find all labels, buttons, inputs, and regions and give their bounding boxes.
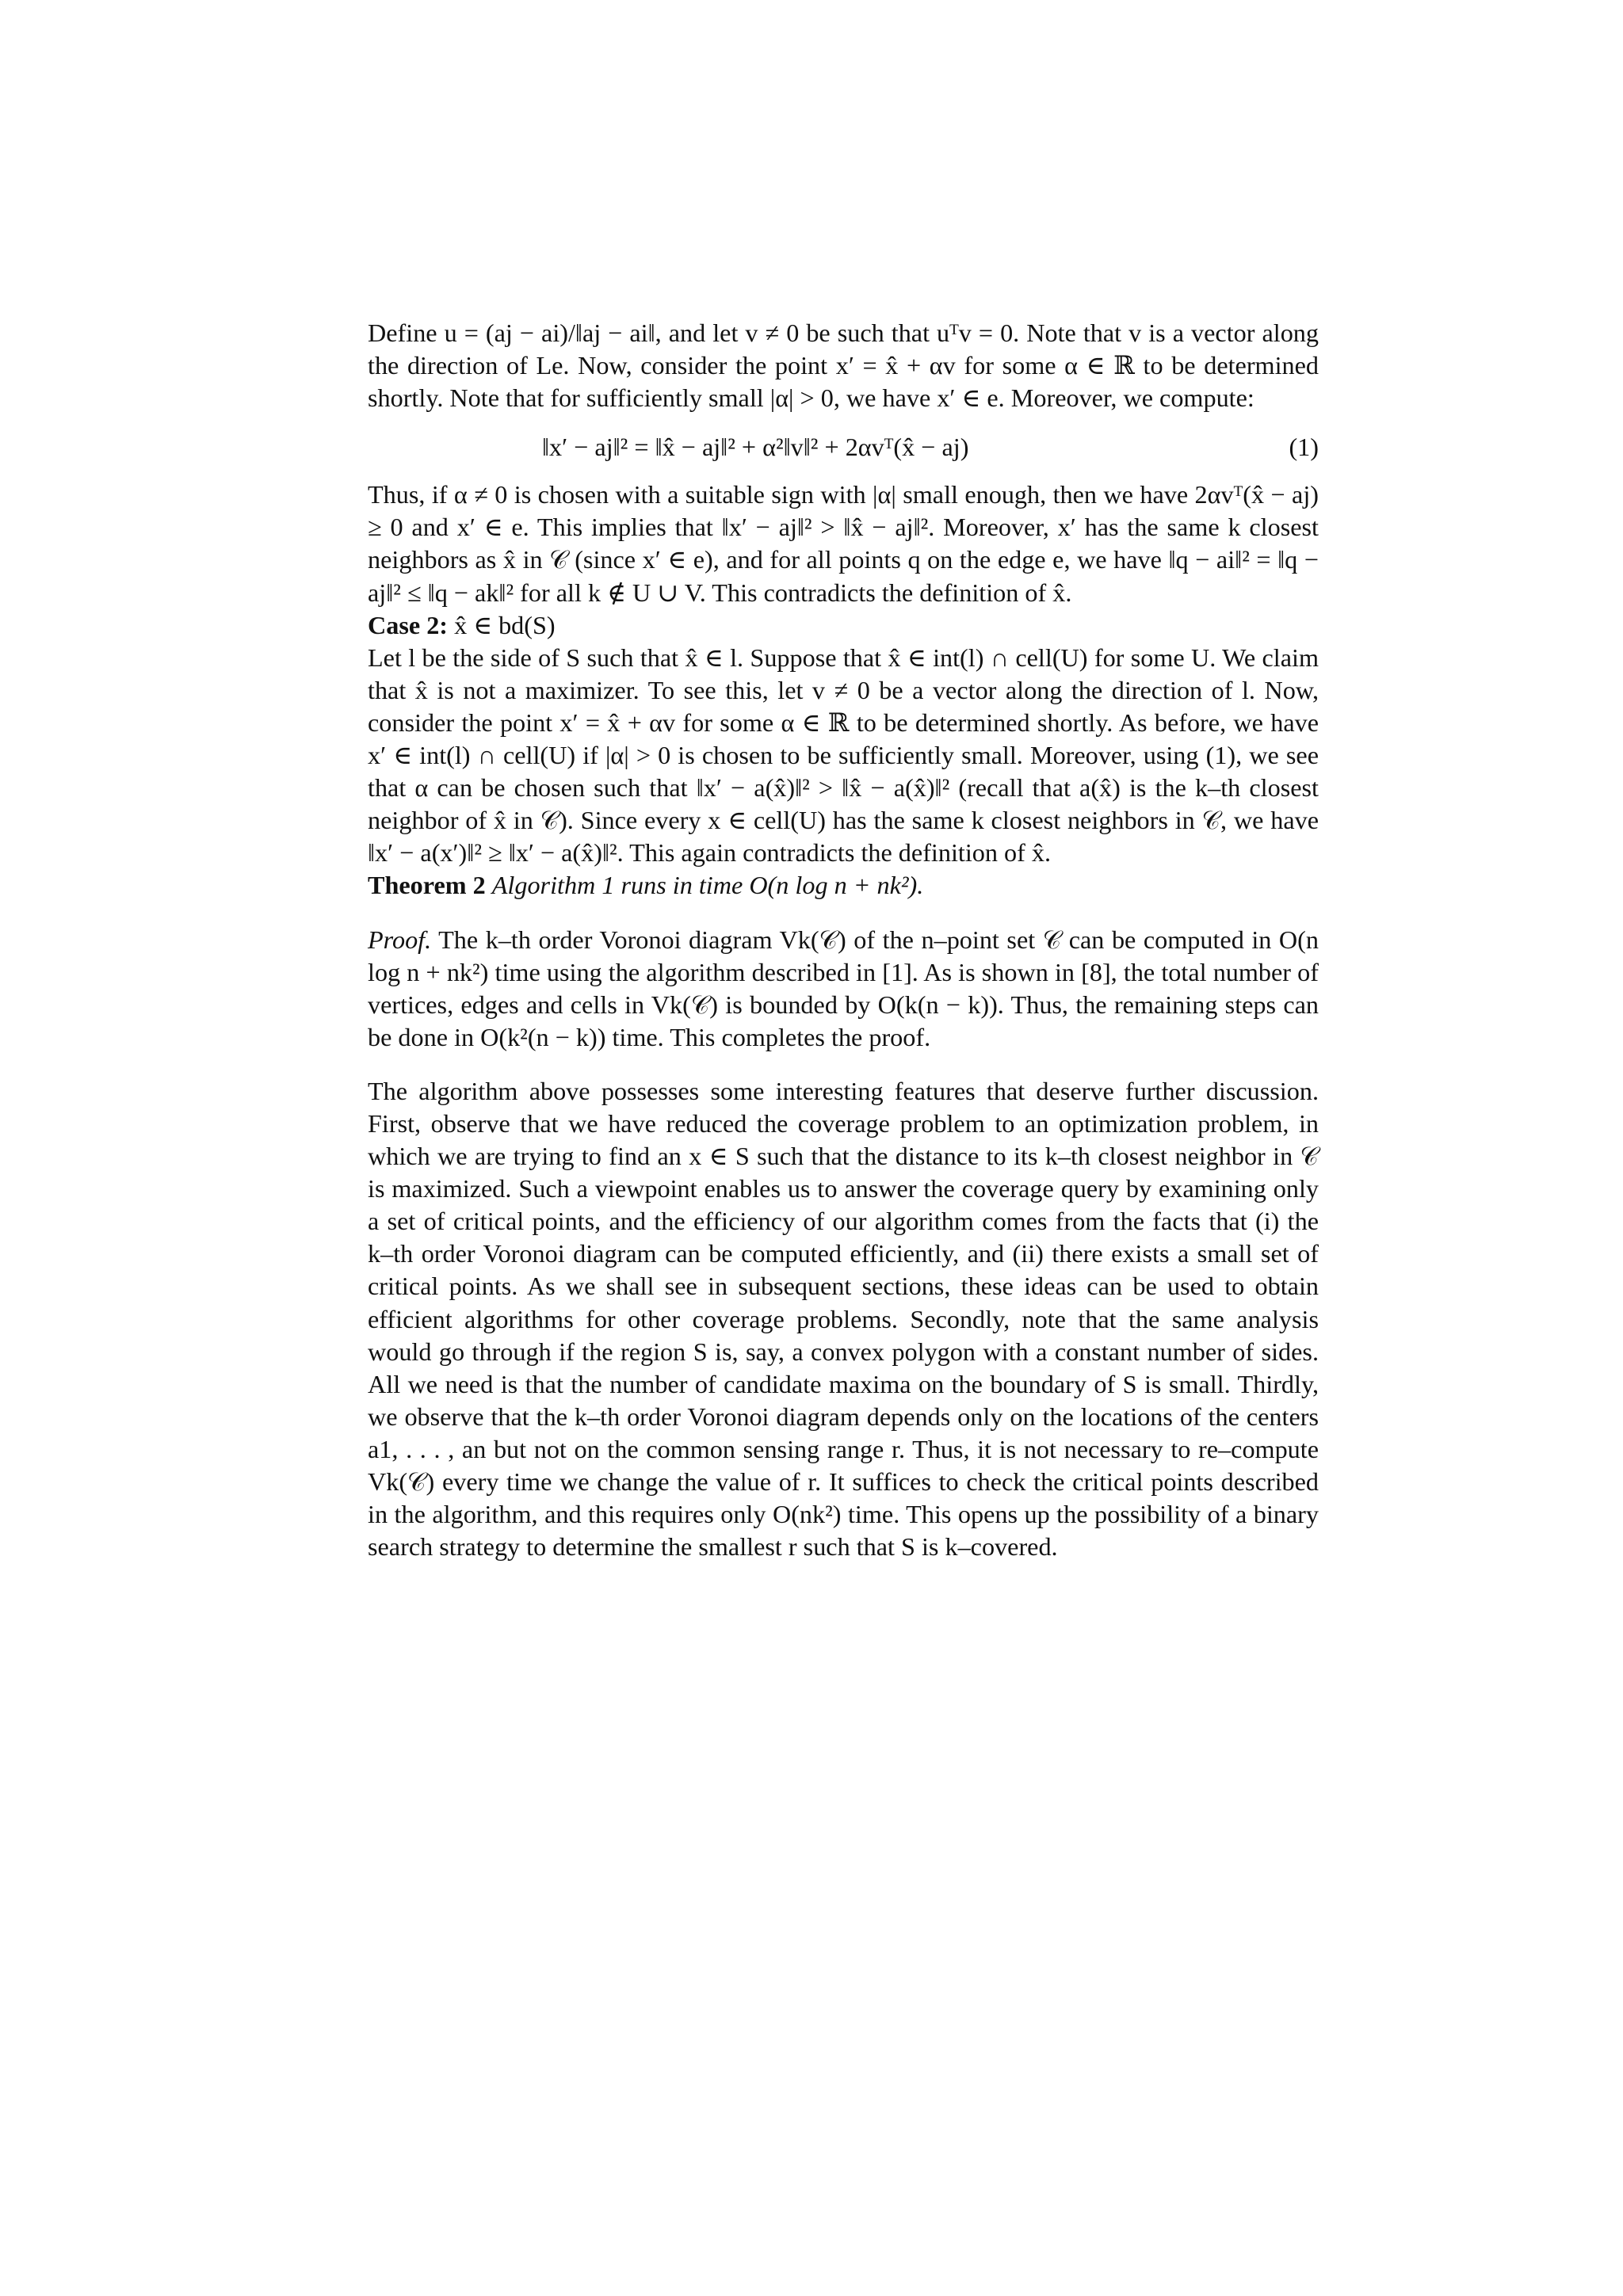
- case2-paragraph: Let l be the side of S such that x̂ ∈ l. Suppose that x̂ ∈ int(l) ∩ cell(U) for some U. We claim that x̂ is not a maximizer. To see this, let v ≠ 0 be a vector along the direction of l. Now, consider the point x′ = x̂ + αv for some α ∈ ℝ to be determined shortly. As before, we have x′ ∈ int(l) ∩ cell(U) if |α| > 0 is chosen to be sufficiently small. Moreover, using (1), we see that α can be chosen such that ‖x′ − a(x̂)‖² > ‖x̂ − a(x̂)‖² (recall that a(x̂) is the k–th closest neighbor of x̂ in 𝒞). Since every x ∈ cell(U) has the same k closest neighbors in 𝒞, we have ‖x′ − a(x′)‖² ≥ ‖x′ − a(x̂)‖². This again contradicts the definition of x̂.: [368, 643, 1319, 868]
- paper-page: [368, 317, 1319, 1563]
- discussion-paragraph: The algorithm above possesses some interesting features that deserve further discussion. First, observe that we have reduced the coverage problem to an optimization problem, in which we are trying to find an x ∈ S such that the distance to its k–th closest neighbor in 𝒞 is maximized. Such a viewpoint enables us to answer the coverage query by examining only a set of critical points, and the efficiency of our algorithm comes from the facts that (i) the k–th order Voronoi diagram can be computed efficiently, and (ii) there exists a small set of critical points. As we shall see in subsequent sections, these ideas can be used to obtain efficient algorithms for other coverage problems. Secondly, note that the same analysis would go through if the region S is, say, a convex polygon with a constant number of sides. All we need is that the number of candidate maxima on the boundary of S is small. Thirdly, we observe that the k–th order Voronoi diagram depends only on the locations of the centers a1, . . . , an but not on the common sensing range r. Thus, it is not necessary to re–compute Vk(𝒞) every time we change the value of r. It suffices to check the critical points described in the algorithm, and this requires only O(nk²) time. This opens up the possibility of a binary search strategy to determine the smallest r such that S is k–covered.: [368, 1076, 1319, 1562]
- intro-paragraph: Define u = (aj − ai)/‖aj − ai‖, and let v ≠ 0 be such that uᵀv = 0. Note that v is a vector along the direction of Le. Now, consider the point x′ = x̂ + αv for some α ∈ ℝ to be determined shortly. Note that for sufficiently small |α| > 0, we have x′ ∈ e. Moreover, we compute:: [368, 318, 1319, 413]
- proof-text: The k–th order Voronoi diagram Vk(𝒞) of the n–point set 𝒞 can be computed in O(n log n + nk²) time using the algorithm described in [1]. As is shown in [8], the total number of vertices, edges and cells in Vk(𝒞) is bounded by O(k(n − k)). Thus, the remaining steps can be done in O(k²(n − k)) time. This completes the proof.: [368, 925, 1319, 1051]
- case2-heading: [368, 609, 1319, 642]
- theorem-statement: Algorithm 1 runs in time O(n log n + nk²).: [491, 871, 924, 900]
- case2-condition: x̂ ∈ bd(S): [454, 610, 556, 639]
- proof-label: Proof.: [368, 925, 432, 954]
- equation-1-expression: ‖x′ − aj‖² = ‖x̂ − aj‖² + α²‖v‖² + 2αvᵀ(x̂ − aj): [542, 433, 969, 462]
- equation-1-number: (1): [1289, 433, 1319, 462]
- proof-paragraph: [368, 924, 1319, 1054]
- case2-label: Case 2:: [368, 610, 449, 639]
- theorem-2: [368, 869, 1319, 902]
- equation-1: [368, 431, 1319, 463]
- case1-conclusion-paragraph: Thus, if α ≠ 0 is chosen with a suitable sign with |α| small enough, then we have 2αvᵀ(x̂ − aj) ≥ 0 and x′ ∈ e. This implies that ‖x′ − aj‖² > ‖x̂ − aj‖². Moreover, x′ has the same k closest neighbors as x̂ in 𝒞 (since x′ ∈ e), and for all points q on the edge e, we have ‖q − ai‖² = ‖q − aj‖² ≤ ‖q − ak‖² for all k ∉ U ∪ V. This contradicts the definition of x̂.: [368, 480, 1319, 607]
- theorem-label: Theorem 2: [368, 871, 486, 900]
